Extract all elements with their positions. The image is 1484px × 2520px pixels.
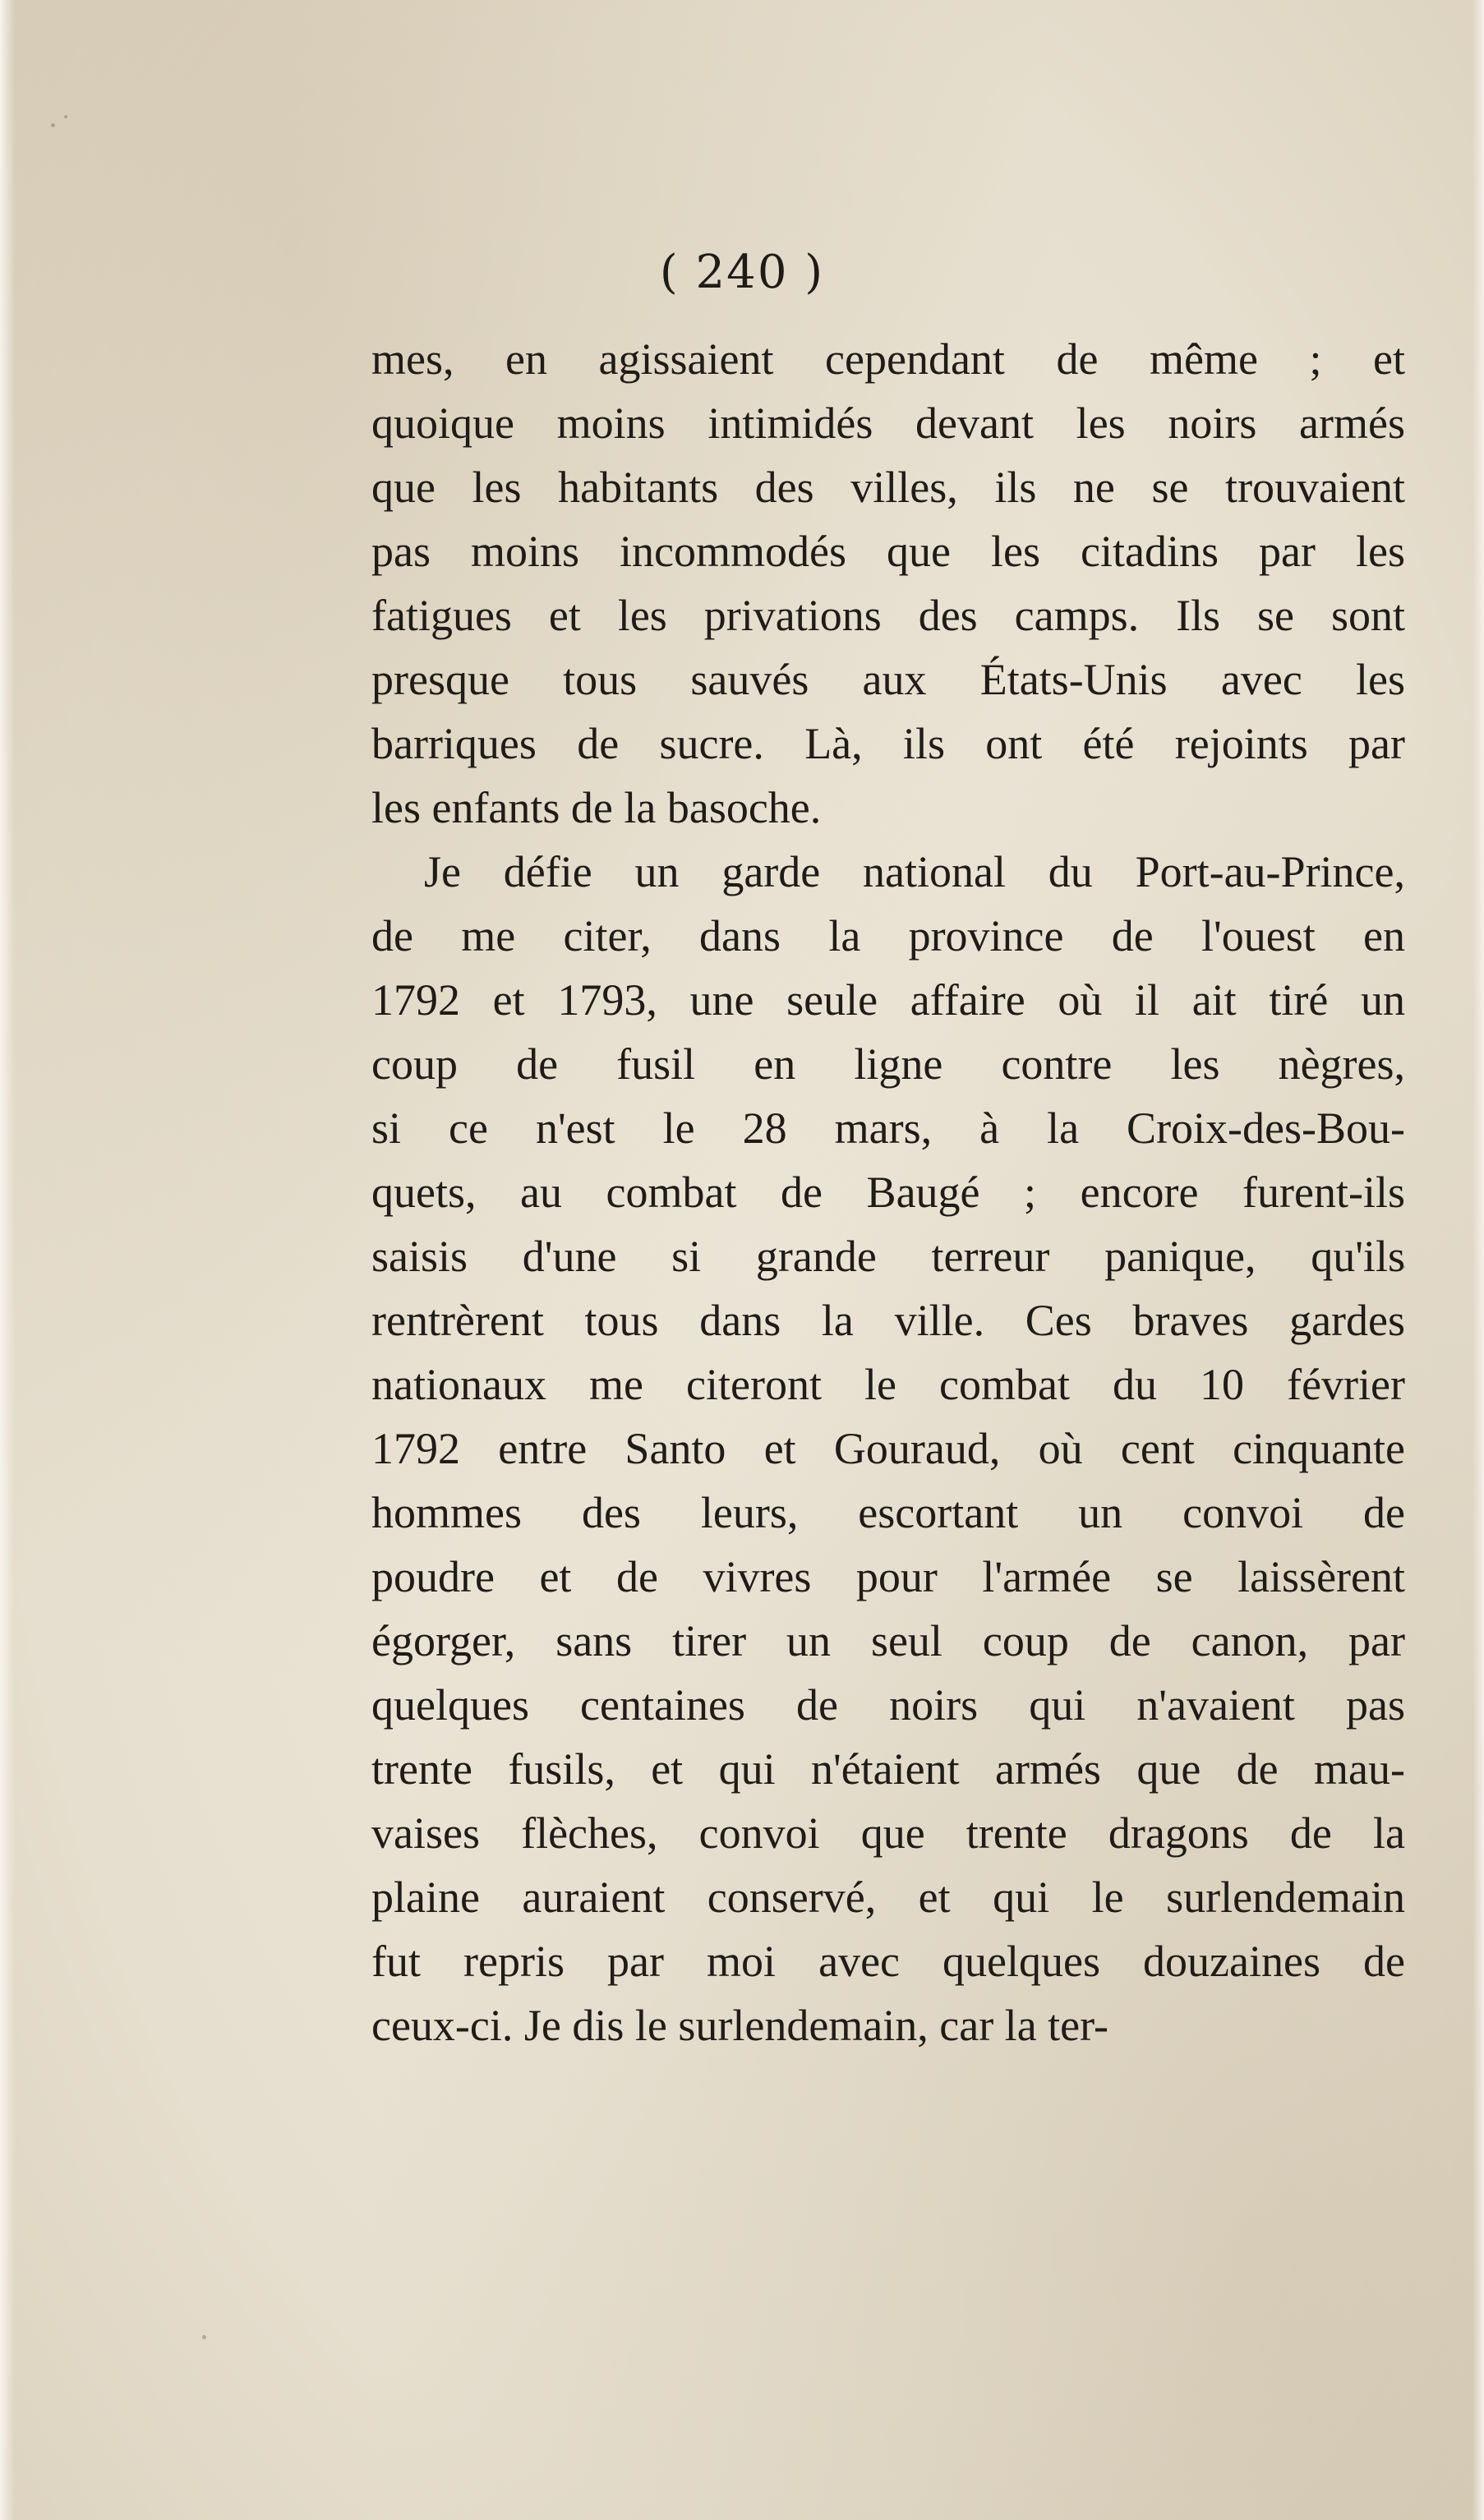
text-line: 1792 entre Santo et Gouraud, où cent cinquante	[371, 1424, 1405, 1473]
text-line: fut repris par moi avec quelques douzaines de	[371, 1937, 1405, 1986]
page-left-edge	[0, 0, 15, 2520]
text-line: hommes des leurs, escortant un convoi de	[371, 1488, 1405, 1537]
text-line: que les habitants des villes, ils ne se trouvaient	[371, 463, 1405, 512]
text-line: ceux-ci. Je dis le surlendemain, car la ter-	[371, 2001, 1109, 2050]
text-line: plaine auraient conservé, et qui le surlendemain	[371, 1873, 1405, 1922]
text-line: de me citer, dans la province de l'ouest en	[371, 911, 1405, 961]
paragraph-1	[371, 327, 1405, 840]
text-line: 1792 et 1793, une seule affaire où il ait tiré un	[371, 975, 1405, 1025]
paper-speck	[51, 123, 55, 127]
text-line: pas moins incommodés que les citadins par les	[371, 527, 1405, 576]
paragraph-2	[371, 840, 1405, 2057]
text-line: quelques centaines de noirs qui n'avaient pas	[371, 1680, 1405, 1730]
text-line: mes, en agissaient cependant de même ; et	[371, 334, 1405, 384]
body-text	[371, 327, 1405, 2057]
text-line: trente fusils, et qui n'étaient armés que de mau-	[371, 1744, 1405, 1794]
text-line: poudre et de vivres pour l'armée se laissèrent	[371, 1552, 1405, 1601]
text-line: si ce n'est le 28 mars, à la Croix-des-Bou-	[371, 1103, 1405, 1153]
paper-speck	[202, 2335, 206, 2339]
text-line: rentrèrent tous dans la ville. Ces braves gardes	[371, 1296, 1405, 1345]
text-line: quoique moins intimidés devant les noirs armés	[371, 399, 1405, 448]
text-line: nationaux me citeront le combat du 10 février	[371, 1360, 1405, 1409]
text-line: égorger, sans tirer un seul coup de canon, par	[371, 1616, 1405, 1665]
text-line: coup de fusil en ligne contre les nègres,	[371, 1039, 1405, 1089]
text-line: presque tous sauvés aux États-Unis avec les	[371, 655, 1405, 704]
text-line: fatigues et les privations des camps. Ils se sont	[371, 591, 1405, 640]
text-line: quets, au combat de Baugé ; encore furent-ils	[371, 1168, 1405, 1217]
paper-speck	[64, 115, 67, 118]
page-number: ( 240 )	[659, 246, 825, 299]
text-line: Je défie un garde national du Port-au-Prince,	[424, 847, 1405, 896]
text-line: les enfants de la basoche.	[371, 783, 822, 832]
text-line: vaises flèches, convoi que trente dragons de la	[371, 1808, 1405, 1858]
text-line: saisis d'une si grande terreur panique, qu'ils	[371, 1232, 1405, 1281]
page-right-edge	[1472, 0, 1484, 2520]
text-line: barriques de sucre. Là, ils ont été rejoints par	[371, 719, 1405, 768]
